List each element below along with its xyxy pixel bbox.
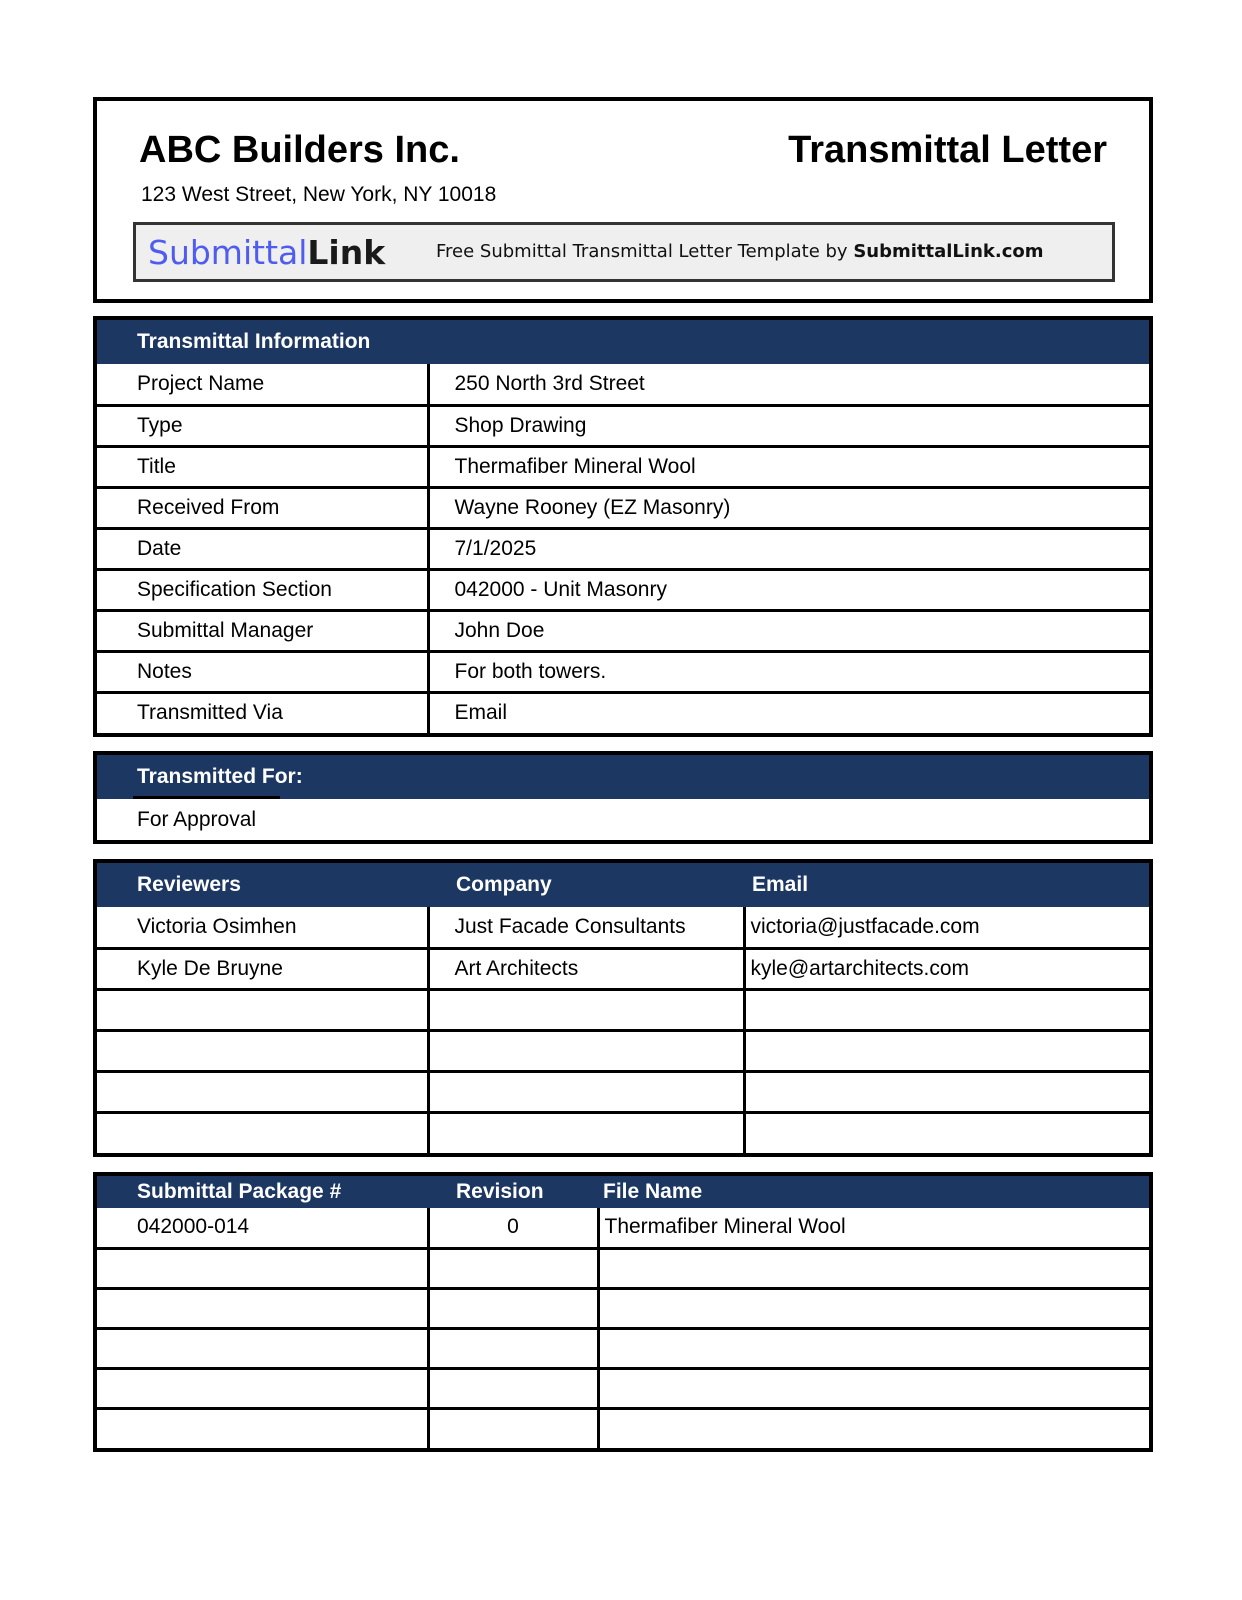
info-label: Type [97,405,428,446]
table-row [97,1208,1149,1248]
info-label: Specification Section [97,569,428,610]
document-title: Transmittal Letter [788,129,1107,171]
banner-tagline [436,241,1043,262]
info-row [97,569,1149,610]
reviewer-email: victoria@justfacade.com [744,907,1149,948]
empty-cell [428,1368,598,1408]
info-label: Project Name [137,371,265,395]
transmittal-information-section [93,316,1153,737]
column-header-email: Email [744,863,1149,907]
info-value: Thermafiber Mineral Wool [428,446,1149,487]
letter-header [93,97,1153,303]
info-row [97,651,1149,692]
empty-cell [97,1328,428,1368]
info-value: 7/1/2025 [428,528,1149,569]
empty-cell [428,1408,598,1448]
empty-cell [598,1328,1149,1368]
submittal-packages-section [93,1172,1153,1452]
table-row [97,907,1149,948]
empty-cell [97,1248,428,1288]
empty-cell [97,1408,428,1448]
empty-cell [744,1071,1149,1112]
submittal-packages-table [97,1176,1149,1448]
info-row [97,364,1149,405]
company-name: ABC Builders Inc. [139,129,460,171]
info-row [97,528,1149,569]
transmitted-for-value: For Approval [137,807,257,831]
logo-text-part1: Submittal [148,233,308,272]
package-number: 042000-014 [137,1215,250,1239]
info-value: 250 North 3rd Street [428,364,1149,405]
empty-cell [428,1112,744,1153]
reviewer-email: kyle@artarchitects.com [744,948,1149,989]
empty-cell [428,1248,598,1288]
reviewer-company: Art Architects [428,948,744,989]
empty-cell [97,1368,428,1408]
reviewers-header-row [97,863,1149,907]
transmitted-for-section [93,751,1153,844]
empty-table-row [97,1288,1149,1328]
empty-table-row [97,1071,1149,1112]
package-revision: 0 [428,1208,598,1248]
info-value: Wayne Rooney (EZ Masonry) [428,487,1149,528]
table-row [97,948,1149,989]
reviewers-section [93,859,1153,1157]
transmitted-for-table [97,755,1149,840]
info-label: Notes [97,651,428,692]
info-value: 042000 - Unit Masonry [428,569,1149,610]
empty-table-row [97,1328,1149,1368]
logo-text-part2: Link [307,233,386,272]
heading-underline [133,796,280,799]
empty-cell [97,1288,428,1328]
empty-table-row [97,1368,1149,1408]
empty-table-row [97,1112,1149,1153]
package-file-name: Thermafiber Mineral Wool [598,1208,1149,1248]
empty-cell [428,1071,744,1112]
column-header-revision: Revision [428,1176,598,1208]
info-value: For both towers. [428,651,1149,692]
empty-cell [598,1248,1149,1288]
empty-cell [97,1030,428,1071]
reviewer-name: Kyle De Bruyne [97,948,428,989]
info-value: John Doe [428,610,1149,651]
tagline-link[interactable]: SubmittalLink.com [853,241,1044,262]
transmitted-for-row [97,799,1149,840]
info-label: Received From [97,487,428,528]
empty-cell [97,989,428,1030]
empty-cell [97,1112,428,1153]
submittallink-logo [148,233,385,272]
transmittal-information-table [97,320,1149,733]
empty-table-row [97,1408,1149,1448]
column-header-reviewers: Reviewers [97,863,428,907]
template-banner [133,222,1115,282]
info-label: Submittal Manager [97,610,428,651]
column-header-package: Submittal Package # [97,1176,428,1208]
info-row [97,692,1149,733]
info-row [97,610,1149,651]
empty-cell [744,989,1149,1030]
info-label: Date [97,528,428,569]
empty-cell [428,1030,744,1071]
info-row [97,446,1149,487]
empty-cell [598,1288,1149,1328]
reviewers-table [97,863,1149,1153]
company-address: 123 West Street, New York, NY 10018 [141,183,497,206]
transmitted-for-heading [97,755,1149,799]
empty-cell [744,1030,1149,1071]
empty-cell [428,1288,598,1328]
info-label: Title [97,446,428,487]
empty-cell [97,1071,428,1112]
packages-header-row [97,1176,1149,1208]
info-value: Email [428,692,1149,733]
empty-cell [428,1328,598,1368]
empty-cell [598,1408,1149,1448]
info-label: Transmitted Via [97,692,428,733]
info-row [97,487,1149,528]
empty-table-row [97,1248,1149,1288]
section-heading: Transmittal Information [97,320,1149,364]
column-header-company: Company [428,863,744,907]
empty-table-row [97,989,1149,1030]
reviewer-company: Just Facade Consultants [428,907,744,948]
empty-cell [598,1368,1149,1408]
reviewer-name: Victoria Osimhen [137,914,297,938]
empty-cell [428,989,744,1030]
empty-cell [744,1112,1149,1153]
tagline-text: Free Submittal Transmittal Letter Template by [436,241,854,262]
info-value: Shop Drawing [428,405,1149,446]
transmitted-for-heading-text: Transmitted For: [137,765,303,788]
column-header-file-name: File Name [598,1176,1149,1208]
empty-table-row [97,1030,1149,1071]
info-row [97,405,1149,446]
